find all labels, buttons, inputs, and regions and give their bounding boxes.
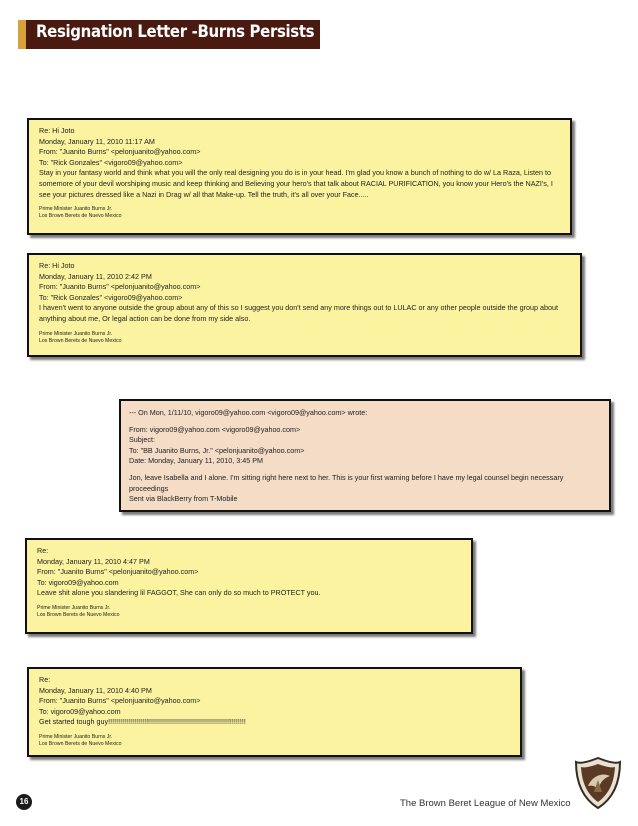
brown-beret-shield-icon — [574, 756, 622, 810]
email-box-5 — [27, 667, 522, 757]
email-subject: Re: — [39, 675, 51, 684]
email-signature-name: Prime Minister Juanito Burns Jr. — [39, 733, 113, 740]
email-to: To: "Rick Gonzales" <vigoro09@yahoo.com> — [39, 292, 183, 302]
page-title: Resignation Letter -Burns Persists — [36, 22, 315, 42]
email-date: Monday, January 11, 2010 2:42 PM — [39, 271, 152, 281]
email-from: From: "Juanito Burns" <pelonjuanito@yahoo.com> — [39, 696, 201, 706]
email-body: Get started tough guy!!!!!!!!!!!!!!!!!!!!!!!!!!!!!!!!!!!!!!!!!!!!!!!!!!!!!!!!!!!!!!!!!!!!! — [39, 717, 246, 727]
email-subject: Re: Hi Joto — [39, 126, 75, 135]
email-sent-via: Sent via BlackBerry from T-Mobile — [129, 494, 238, 504]
email-from: From: "Juanito Burns" <pelonjuanito@yahoo.com> — [37, 567, 199, 577]
email-to: To: "Rick Gonzales" <vigoro09@yahoo.com> — [39, 157, 183, 167]
email-box-2 — [27, 253, 582, 357]
email-from: From: vigoro09@yahoo.com <vigoro09@yahoo.com> — [129, 424, 301, 434]
email-signature-name: Prime Minister Juanito Burns Jr. — [39, 206, 113, 213]
email-signature-name: Prime Minister Juanito Burns Jr. — [37, 604, 111, 611]
email-subject: Subject: — [129, 435, 155, 445]
email-signature-org: Los Brown Berets de Nuevo Mexico — [39, 337, 122, 344]
email-body: Jon, leave Isabella and I alone. I'm sitting right here next to her. This is your first warning before I have my legal counsel begin necessary proceedings — [129, 472, 566, 493]
email-body: I haven't went to anyone outside the group about any of this so I suggest you don't send any more things out to LULAC or any other people outside the group about anything about me, Or legal action can be done from my side also. — [39, 303, 560, 323]
email-box-4 — [25, 538, 473, 634]
email-subject: Re: Hi Joto — [39, 261, 75, 270]
email-signature-org: Los Brown Berets de Nuevo Mexico — [39, 740, 122, 747]
email-date: Monday, January 11, 2010 11:17 AM — [39, 136, 155, 146]
email-to: To: vigoro09@yahoo.com — [39, 706, 121, 716]
email-body: Leave shit alone you slandering lil FAGGOT, She can only do so much to PROTECT you. — [37, 588, 321, 598]
email-from: From: "Juanito Burns" <pelonjuanito@yahoo.com> — [39, 147, 201, 157]
email-signature-org: Los Brown Berets de Nuevo Mexico — [39, 213, 122, 220]
email-to: To: vigoro09@yahoo.com — [37, 577, 119, 587]
email-box-1 — [27, 118, 572, 235]
email-body: Stay in your fantasy world and think what you will the only real designing you do is in your head. I'm glad you know a bunch of nothing to do w/ La Raza, Listen to somemore of your devil worshiping music and keep thinking and Believing your hero's that talk about RACIAL PURIFICATION, you know your Hero's the NAZI's, I see your pictures dressed like a Nazi in Drag w/ all that Make-up. Tell the truth, it's all over your Face..... — [39, 168, 555, 199]
footer-publication: The Brown Beret League of New Mexico — [400, 798, 571, 809]
email-date: Monday, January 11, 2010 4:40 PM — [39, 685, 152, 695]
email-to: To: "BB Juanito Burns, Jr." <pelonjuanito@yahoo.com> — [129, 445, 305, 455]
email-signature-org: Los Brown Berets de Nuevo Mexico — [37, 611, 120, 618]
email-subject: Re: — [37, 546, 49, 555]
email-signature-name: Prime Minister Juanito Burns Jr. — [39, 330, 113, 337]
page-number: 16 — [16, 794, 32, 810]
email-box-3-quoted — [119, 399, 611, 512]
email-date: Monday, January 11, 2010 4:47 PM — [37, 556, 150, 566]
section-header-accent — [18, 20, 26, 49]
email-from: From: "Juanito Burns" <pelonjuanito@yahoo.com> — [39, 282, 201, 292]
quote-header: --- On Mon, 1/11/10, vigoro09@yahoo.com <vigoro09@yahoo.com> wrote: — [129, 408, 368, 417]
email-date: Date: Monday, January 11, 2010, 3:45 PM — [129, 456, 263, 466]
